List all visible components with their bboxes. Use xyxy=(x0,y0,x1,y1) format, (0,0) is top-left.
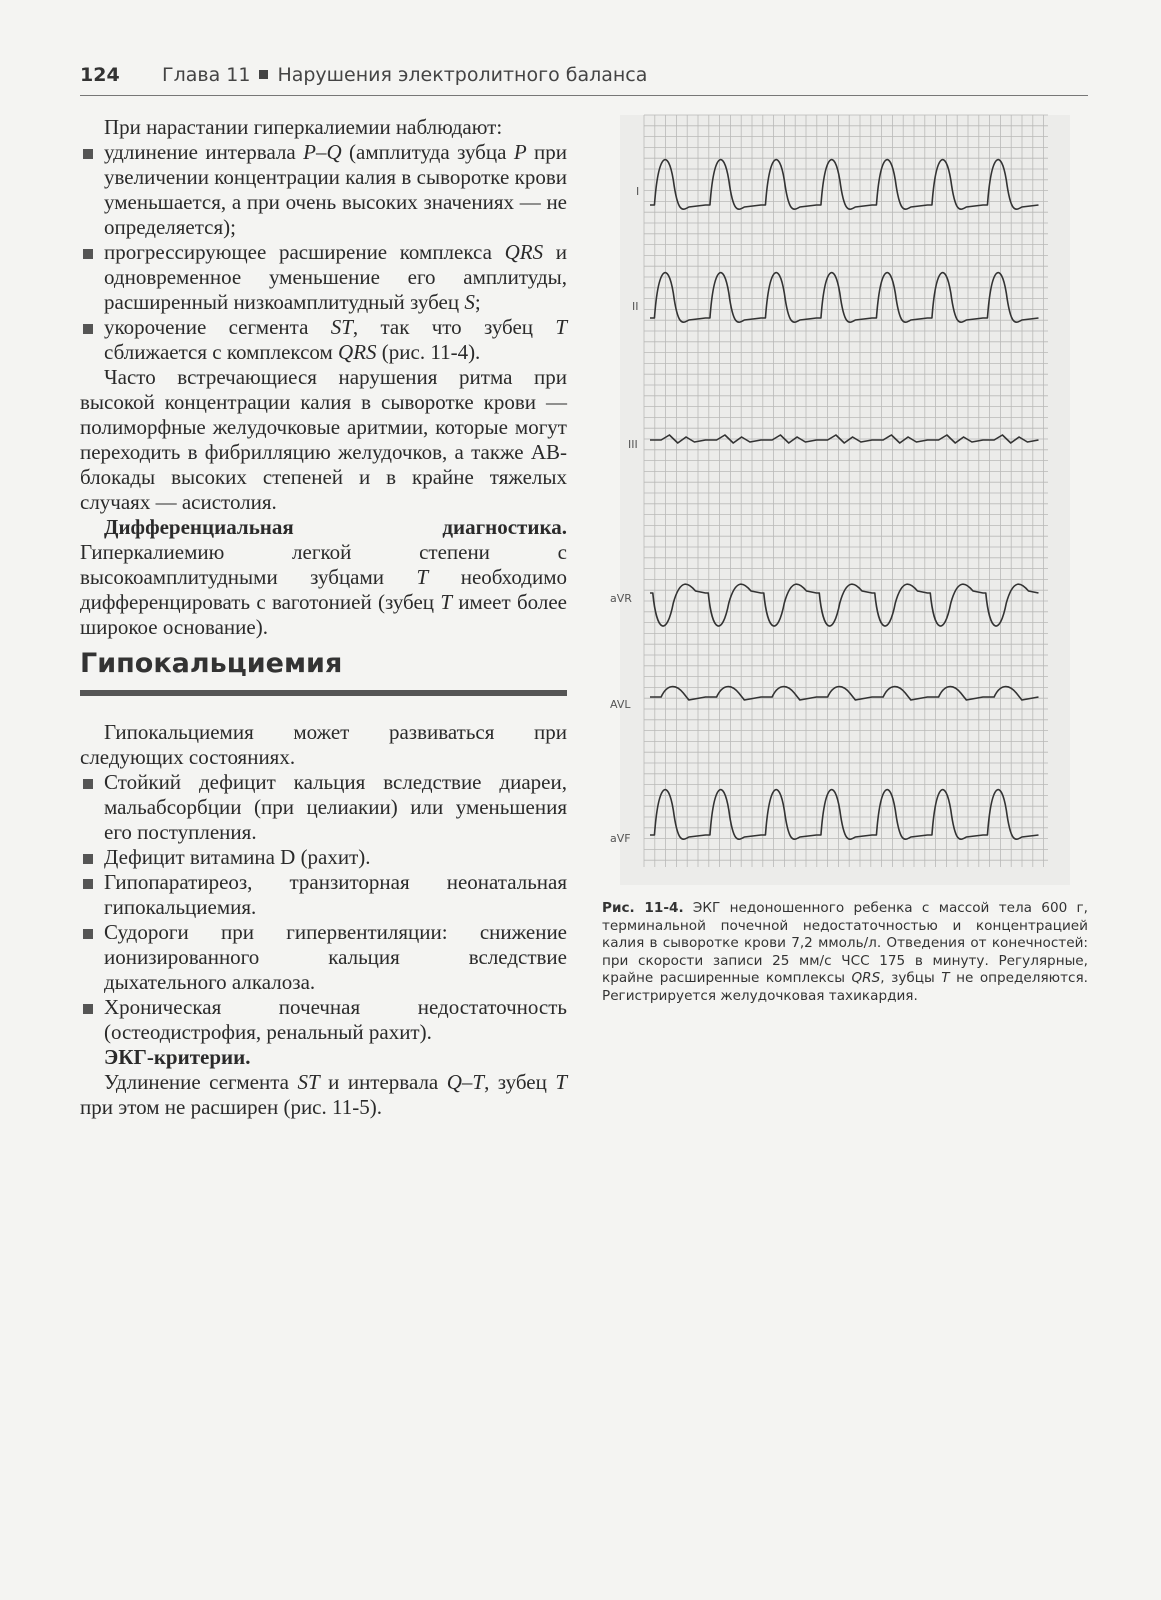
arrhythmia-paragraph: Часто встречающиеся нарушения ритма при высокой концентрации калия в сыворотке крови — полиморфные желудочковые аритмии, которые могут переходить в фибрилляцию желудочков, а также АВ-блокады высоких степеней и в крайне тяжелых случаях — асистолия. xyxy=(80,365,567,514)
list-item: Стойкий дефицит кальция вследствие диареи, мальабсорбции (при целиакии) или уменьшения его поступления. xyxy=(80,770,567,845)
square-bullet-icon xyxy=(83,929,93,939)
bullet-item: удлинение интервала P–Q (амплитуда зубца P при увеличении концентрации калия в сыворотке крови уменьшается, а при очень высоких значениях — не определяется); xyxy=(80,140,567,240)
bullet-item: укорочение сегмента ST, так что зубец T сближается с комплексом QRS (рис. 11-4). xyxy=(80,315,567,365)
hypocalcemia-section xyxy=(80,720,567,1120)
differential-paragraph: Дифференциальная диагностика. Гиперкалиемию легкой степени с высокоамплитудными зубцами T необходимо дифференцировать с ваготонией (зубец T имеет более широкое основание). xyxy=(80,515,567,639)
square-bullet-icon xyxy=(83,779,93,789)
list-item: Гипопаратиреоз, транзиторная неонатальная гипокальциемия. xyxy=(80,870,567,920)
page-number: 124 xyxy=(80,64,120,86)
lead-label: II xyxy=(632,300,639,313)
lead-label: aVR xyxy=(610,592,632,605)
list-item: Судороги при гипервентиляции: снижение ионизированного кальция вследствие дыхательного алкалоза. xyxy=(80,920,567,995)
square-bullet-icon xyxy=(83,249,93,259)
left-column xyxy=(80,115,567,640)
square-bullet-icon xyxy=(259,70,268,79)
lead-label: III xyxy=(628,438,638,451)
lead-label: AVL xyxy=(610,698,631,711)
section-intro: Гипокальциемия может развиваться при следующих состояниях. xyxy=(80,720,567,769)
running-header xyxy=(80,62,1088,96)
list-item: Хроническая почечная недостаточность (остеодистрофия, ренальный рахит). xyxy=(80,995,567,1045)
chapter-title: Глава 11 Нарушения электролитного баланса xyxy=(162,64,648,86)
lead-label: I xyxy=(636,185,640,198)
ecg-criteria-heading: ЭКГ-критерии. xyxy=(104,1045,251,1069)
intro-paragraph: При нарастании гиперкалиемии наблюдают: xyxy=(104,115,503,139)
section-rule xyxy=(80,690,567,696)
lead-label: aVF xyxy=(610,832,631,845)
bullet-item: прогрессирующее расширение комплекса QRS и одновременное уменьшение его амплитуды, расширенный низкоамплитудный зубец S; xyxy=(80,240,567,315)
ecg-figure xyxy=(610,115,1070,885)
square-bullet-icon xyxy=(83,324,93,334)
square-bullet-icon xyxy=(83,149,93,159)
section-heading: Гипокальциемия xyxy=(80,648,343,679)
square-bullet-icon xyxy=(83,1004,93,1014)
figure-caption: Рис. 11-4. ЭКГ недоношенного ребенка с массой тела 600 г, терминальной почечной недостаточностью и концентрацией калия в сыворотке крови 7,2 ммоль/л. Отведения от конечностей: при скорости записи 25 мм/с ЧСС 175 в минуту. Регулярные, крайне расширенные комплексы QRS, зубцы T не определяются. Регистрируется желудочковая тахикардия. xyxy=(602,900,1089,1004)
square-bullet-icon xyxy=(83,854,93,864)
list-item: Дефицит витамина D (рахит). xyxy=(80,845,567,870)
square-bullet-icon xyxy=(83,879,93,889)
ecg-criteria-text: Удлинение сегмента ST и интервала Q–T, зубец T при этом не расширен (рис. 11-5). xyxy=(80,1070,567,1119)
